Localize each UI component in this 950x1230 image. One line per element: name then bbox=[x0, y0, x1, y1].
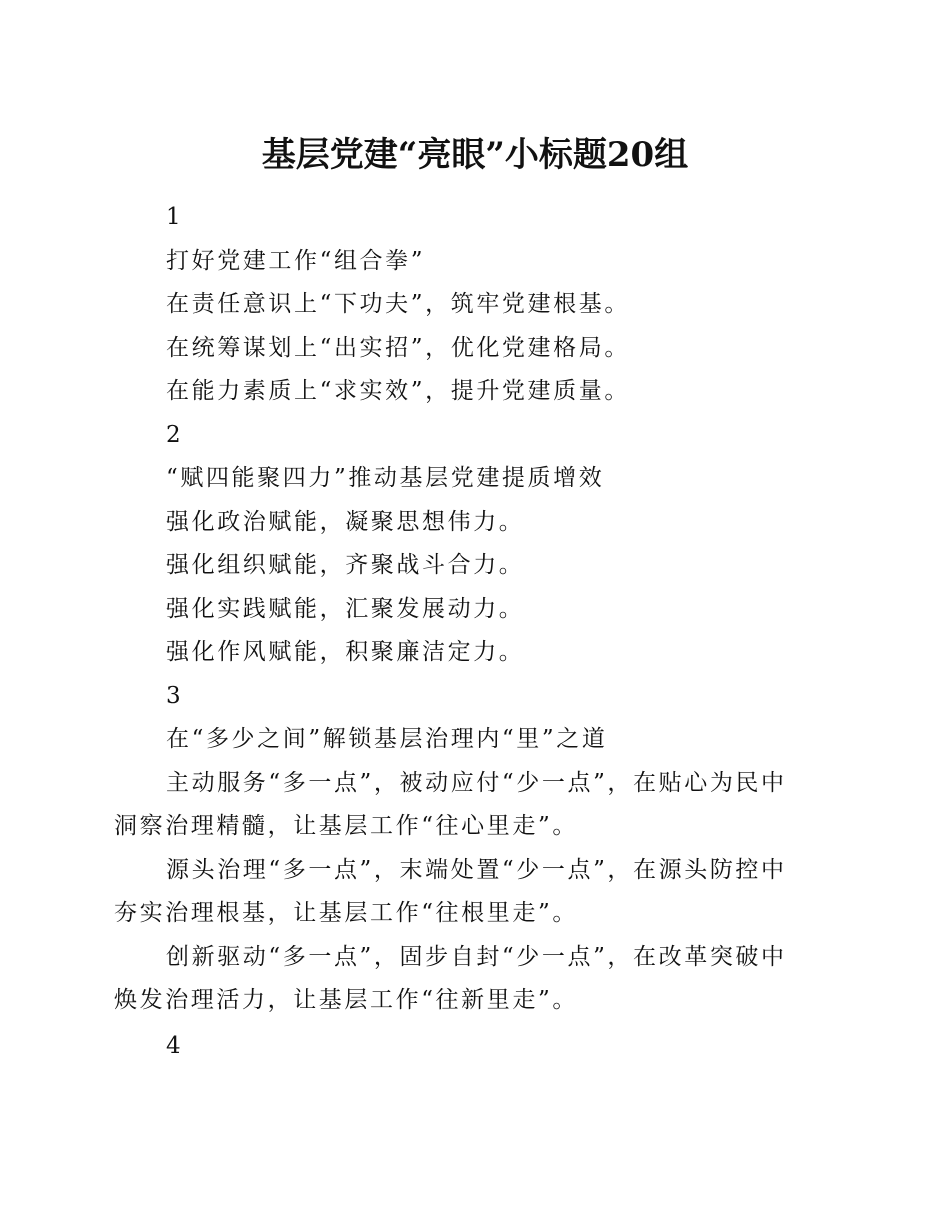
section-line: 在统筹谋划上“出实招”，优化党建格局。 bbox=[166, 334, 630, 361]
section-heading: 在“多少之间”解锁基层治理内“里”之道 bbox=[166, 726, 608, 752]
section-number: 3 bbox=[166, 682, 181, 709]
section-paragraph: 主动服务“多一点”，被动应付“少一点”，在贴心为民中洞察治理精髓，让基层工作“往心里走”。 bbox=[114, 769, 787, 839]
section-line: 强化实践赋能，汇聚发展动力。 bbox=[166, 595, 525, 622]
section-number: 2 bbox=[166, 421, 181, 448]
section-line: 强化政治赋能，凝聚思想伟力。 bbox=[166, 508, 525, 535]
section-line: 强化作风赋能，积聚廉洁定力。 bbox=[166, 639, 525, 665]
section-line: 在能力素质上“求实效”，提升党建质量。 bbox=[166, 378, 630, 404]
section-line: 强化组织赋能，齐聚战斗合力。 bbox=[166, 552, 525, 578]
section-number: 1 bbox=[166, 204, 181, 230]
document-title: 基层党建“亮眼”小标题20组 bbox=[261, 135, 689, 175]
section-paragraph: 创新驱动“多一点”，固步自封“少一点”，在改革突破中焕发治理活力，让基层工作“往新里走”。 bbox=[114, 943, 787, 1013]
section-number: 4 bbox=[166, 1032, 181, 1059]
section-heading: 打好党建工作“组合拳” bbox=[166, 247, 426, 274]
section-paragraph: 源头治理“多一点”，末端处置“少一点”，在源头防控中夯实治理根基，让基层工作“往根里走”。 bbox=[114, 856, 787, 926]
document-body bbox=[114, 196, 814, 1068]
section-line: 在责任意识上“下功夫”，筑牢党建根基。 bbox=[166, 291, 630, 317]
section-heading: “赋四能聚四力”推动基层党建提质增效 bbox=[166, 465, 605, 491]
